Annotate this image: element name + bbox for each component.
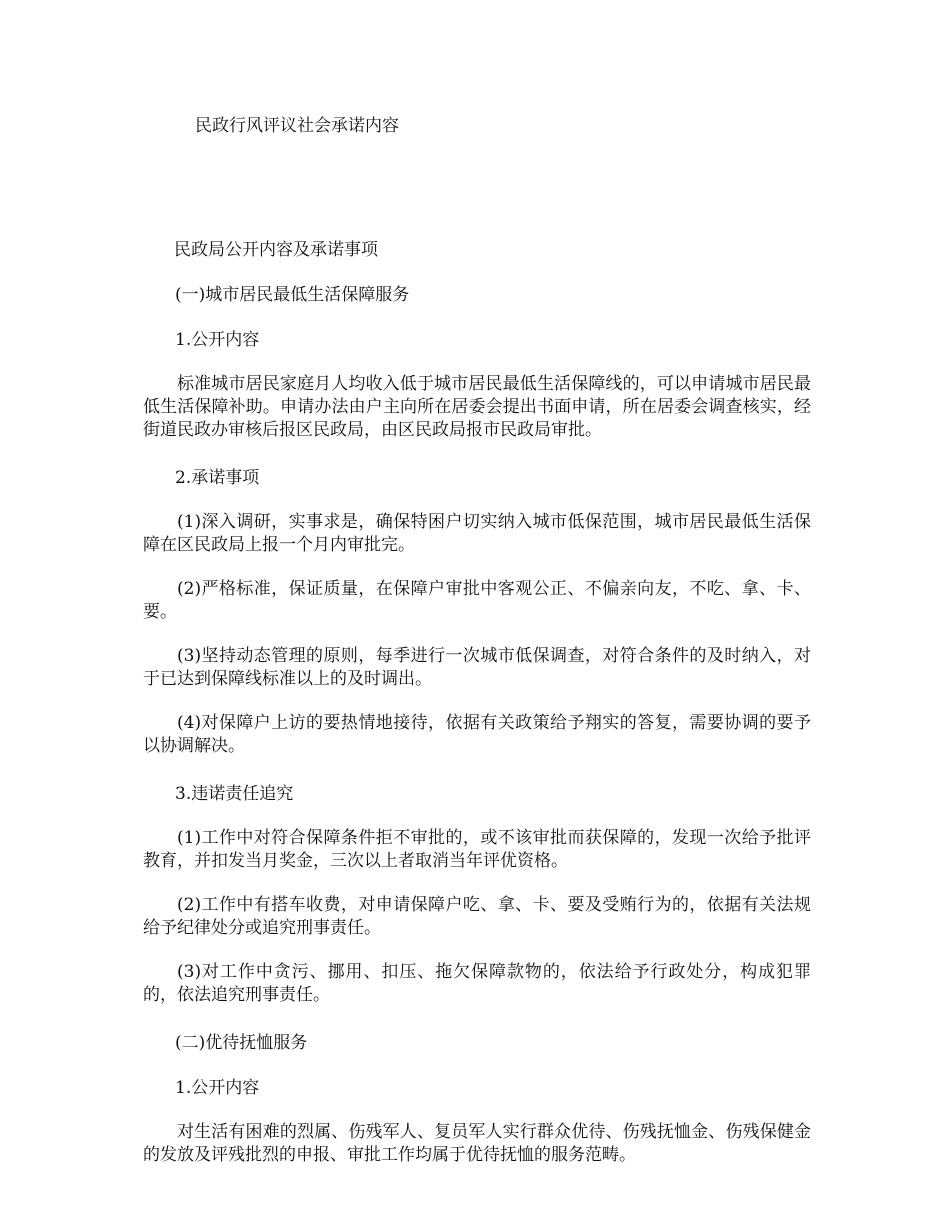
promise-3: (3)坚持动态管理的原则，每季进行一次城市低保调查，对符合条件的及时纳入，对于已达到保障线标准以上的及时调出。 [143,646,811,689]
section-2-sub-1: 1.公开内容 [175,1078,260,1098]
section-1-public-content: 标准城市居民家庭月人均收入低于城市居民最低生活保障线的，可以申请城市居民最低生活保障补助。申请办法由户主向所在居委会提出书面申请，所在居委会调查核实，经街道民政办审核后报区民政局，由区民政局报市民政局审批。 [143,374,811,440]
promise-2: (2)严格标准，保证质量，在保障户审批中客观公正、不偏亲向友，不吃、拿、卡、要。 [143,579,811,622]
liability-3: (3)对工作中贪污、挪用、扣压、拖欠保障款物的，依法给予行政处分，构成犯罪的，依法追究刑事责任。 [143,962,811,1005]
section-1-sub-2: 2.承诺事项 [175,468,260,488]
liability-1: (1)工作中对符合保障条件拒不审批的，或不该审批而获保障的，发现一次给予批评教育，并扣发当月奖金，三次以上者取消当年评优资格。 [143,828,811,871]
promise-1: (1)深入调研，实事求是，确保特困户切实纳入城市低保范围，城市居民最低生活保障在区民政局上报一个月内审批完。 [143,512,811,555]
section-1-sub-3: 3.违诺责任追究 [175,784,294,804]
section-2-title: (二)优待抚恤服务 [175,1033,308,1053]
liability-2: (2)工作中有搭车收费，对申请保障户吃、拿、卡、要及受贿行为的，依据有关法规给予纪律处分或追究刑事责任。 [143,895,811,938]
section-1-title: (一)城市居民最低生活保障服务 [175,285,410,305]
section-2-public-content: 对生活有困难的烈属、伤残军人、复员军人实行群众优待、伤残抚恤金、伤残保健金的发放及评残批烈的申报、审批工作均属于优待抚恤的服务范畴。 [143,1122,811,1165]
main-heading: 民政局公开内容及承诺事项 [174,240,378,260]
document-body [143,238,811,1167]
document-title: 民政行风评议社会承诺内容 [195,116,399,136]
promise-4: (4)对保障户上访的要热情地接待，依据有关政策给予翔实的答复，需要协调的要予以协调解决。 [143,713,811,756]
section-1-sub-1: 1.公开内容 [175,330,260,350]
